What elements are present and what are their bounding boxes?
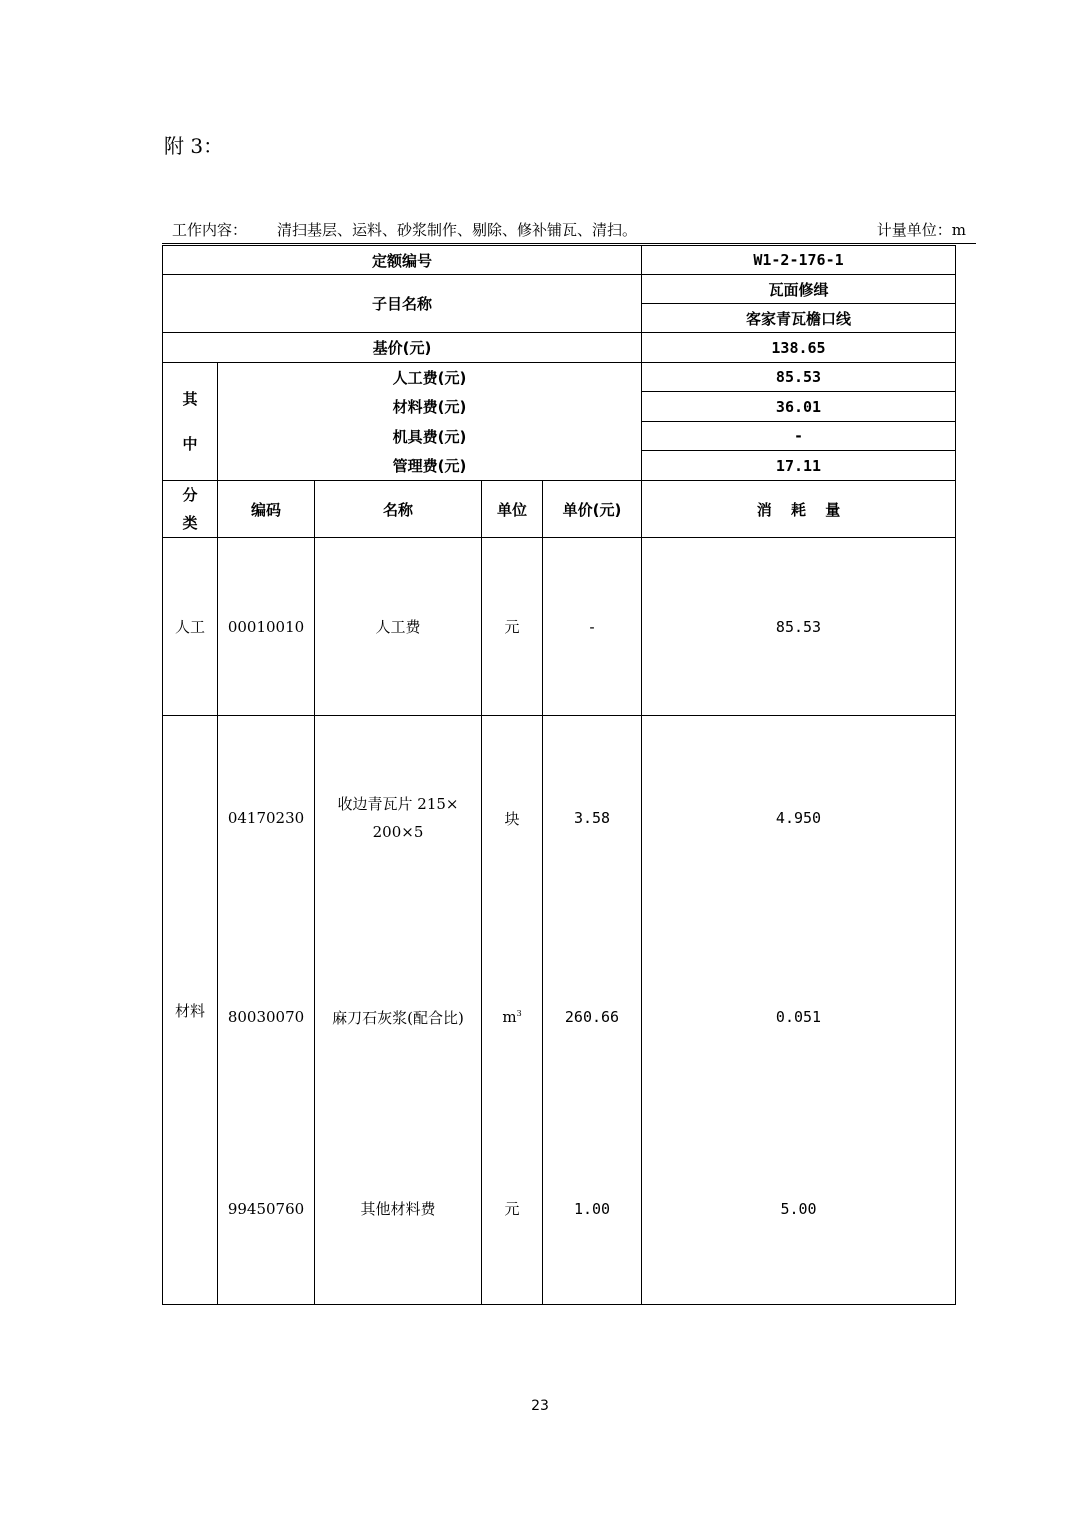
row-unit-price: 3.58 <box>543 716 642 921</box>
work-content-label: 工作内容： <box>172 221 248 239</box>
col-unit-price: 单价(元) <box>543 481 642 538</box>
base-price-label: 基价(元) <box>163 333 642 363</box>
labor-fee-value: 85.53 <box>642 363 956 392</box>
row-category: 人工 <box>163 538 218 716</box>
col-consumption: 消 耗 量 <box>642 481 956 538</box>
work-content-row <box>172 219 976 241</box>
col-code: 编码 <box>218 481 315 538</box>
quota-no-label: 定额编号 <box>163 246 642 275</box>
row-code: 04170230 <box>218 716 315 921</box>
table-row <box>163 921 956 1114</box>
row-category: 材料 <box>163 716 218 1305</box>
material-fee-label: 材料费(元) <box>218 392 642 422</box>
row-unit: 块 <box>482 716 543 921</box>
row-unit-price: 1.00 <box>543 1114 642 1305</box>
item-name-label: 子目名称 <box>163 275 642 333</box>
material-fee-value: 36.01 <box>642 392 956 422</box>
row-unit-price: - <box>543 538 642 716</box>
among-char-2: 中 <box>182 434 198 453</box>
row-name: 人工费 <box>315 538 482 716</box>
item-name-1: 瓦面修缉 <box>642 275 956 304</box>
col-category: 分 类 <box>163 481 218 538</box>
measurement-unit: 计量单位：m <box>876 221 966 239</box>
row-consumption: 5.00 <box>642 1114 956 1305</box>
management-fee-label: 管理费(元) <box>218 451 642 481</box>
row-unit: 元 <box>482 1114 543 1305</box>
management-fee-value: 17.11 <box>642 451 956 481</box>
appendix-label: 附 3： <box>164 134 224 158</box>
row-code: 00010010 <box>218 538 315 716</box>
row-unit: $m^3$ <box>482 921 543 1114</box>
col-unit: 单位 <box>482 481 543 538</box>
table-row <box>163 1114 956 1305</box>
row-consumption: 0.051 <box>642 921 956 1114</box>
item-name-2: 客家青瓦檐口线 <box>642 304 956 333</box>
row-code: 80030070 <box>218 921 315 1114</box>
quota-table <box>162 245 956 1305</box>
table-row <box>163 716 956 921</box>
among-label <box>163 363 218 481</box>
row-consumption: 4.950 <box>642 716 956 921</box>
row-consumption: 85.53 <box>642 538 956 716</box>
labor-fee-label: 人工费(元) <box>218 363 642 392</box>
top-rule <box>162 243 976 244</box>
base-price-value: 138.65 <box>642 333 956 363</box>
page-number: 23 <box>531 1398 549 1414</box>
row-unit-price: 260.66 <box>543 921 642 1114</box>
row-name: 其他材料费 <box>315 1114 482 1305</box>
quota-no-value: W1-2-176-1 <box>642 246 956 275</box>
row-code: 99450760 <box>218 1114 315 1305</box>
machine-fee-label: 机具费(元) <box>218 422 642 451</box>
row-name: 麻刀石灰浆(配合比) <box>315 921 482 1114</box>
table-row <box>163 538 956 716</box>
work-content-text: 清扫基层、运料、砂浆制作、剔除、修补铺瓦、清扫。 <box>277 221 638 239</box>
row-name: 收边青瓦片 215× 200×5 <box>315 716 482 921</box>
col-name: 名称 <box>315 481 482 538</box>
machine-fee-value: - <box>642 422 956 451</box>
row-unit: 元 <box>482 538 543 716</box>
among-char-1: 其 <box>182 389 198 408</box>
